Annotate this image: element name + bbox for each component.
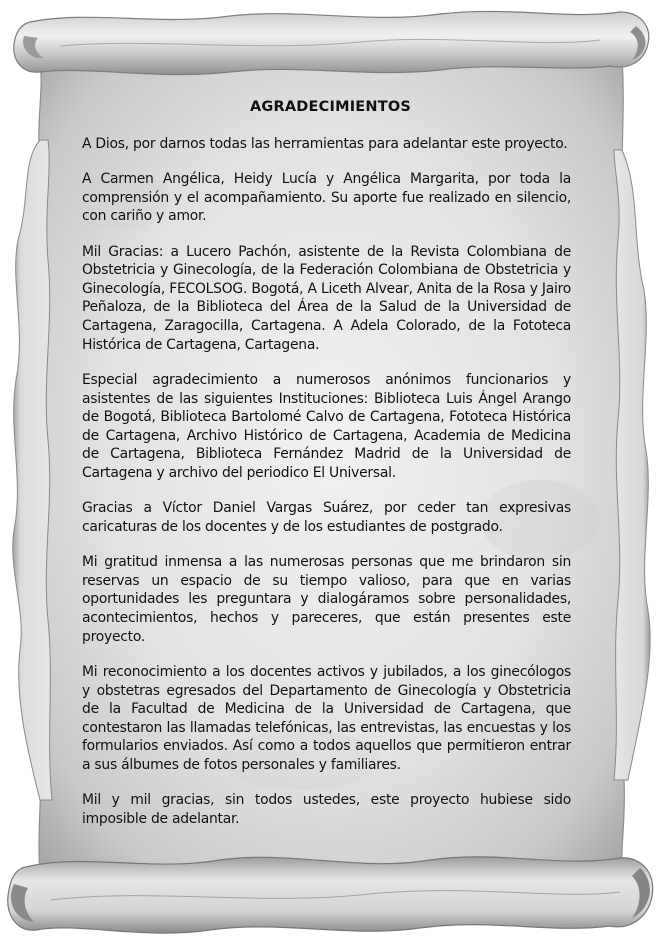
paragraph-8: Mil y mil gracias, sin todos ustedes, este proyecto hubiese sido imposible de adelantar. [82, 792, 571, 827]
document-content [82, 98, 571, 845]
paragraph-6: Mi gratitud inmensa a las numerosas personas que me brindaron sin reservas un espacio de su tiempo valioso, para que en varias oportunidades les preguntara y dialogáramos sobre personalidades, acontecimientos, hechos y pareceres, que están presentes este proyecto. [82, 554, 571, 645]
bottom-scroll-roll [8, 857, 653, 933]
paragraph-4: Especial agradecimiento a numerosos anónimos funcionarios y asistentes de las siguientes Instituciones: Biblioteca Luis Ángel Arango de Bogotá, Biblioteca Bartolomé Calvo de Cartagena, Fototeca Histórica de Cartagena, Archivo Histórico de Cartagena, Academia de Medicina de Cartagena, Biblioteca Fernández Madrid de la Universidad de Cartagena y archivo del periodico El Universal. [82, 371, 571, 481]
paragraph-5: Gracias a Víctor Daniel Vargas Suárez, por ceder tan expresivas caricaturas de los docentes y de los estudiantes de postgrado. [82, 500, 571, 535]
paragraph-3: Mil Gracias: a Lucero Pachón, asistente de la Revista Colombiana de Obstetricia y Ginecología, de la Federación Colombiana de Obstetricia y Ginecología, FECOLSOG. Bogotá, A Liceth Alvear, Anita de la Rosa y Jairo Peñaloza, de la Biblioteca del Área de la Salud de la Universidad de Cartagena, Zaragocilla, Cartagena. A Adela Colorado, de la Fototeca Histórica de Cartagena, Cartagena. [82, 243, 571, 353]
left-edge-curl [13, 140, 52, 800]
paragraph-1: A Dios, por darnos todas las herramientas para adelantar este proyecto. [82, 135, 568, 152]
page-title: AGRADECIMIENTOS [249, 99, 411, 115]
right-edge-curl [614, 150, 650, 780]
paragraph-7: Mi reconocimiento a los docentes activos y jubilados, a los ginecólogos y obstetras egresados del Departamento de Ginecología y Obstetricia de la Facultad de Medicina de la Universidad de Cartagena, que contestaron las llamadas telefónicas, las entrevistas, las encuestas y los formularios enviados. Así como a todos aquellos que permitieron entrar a sus álbumes de fotos personales y familiares. [82, 664, 571, 773]
paragraph-2: A Carmen Angélica, Heidy Lucía y Angélica Margarita, por toda la comprensión y el acompañamiento. Su aporte fue realizado en silencio, con cariño y amor. [82, 170, 571, 225]
